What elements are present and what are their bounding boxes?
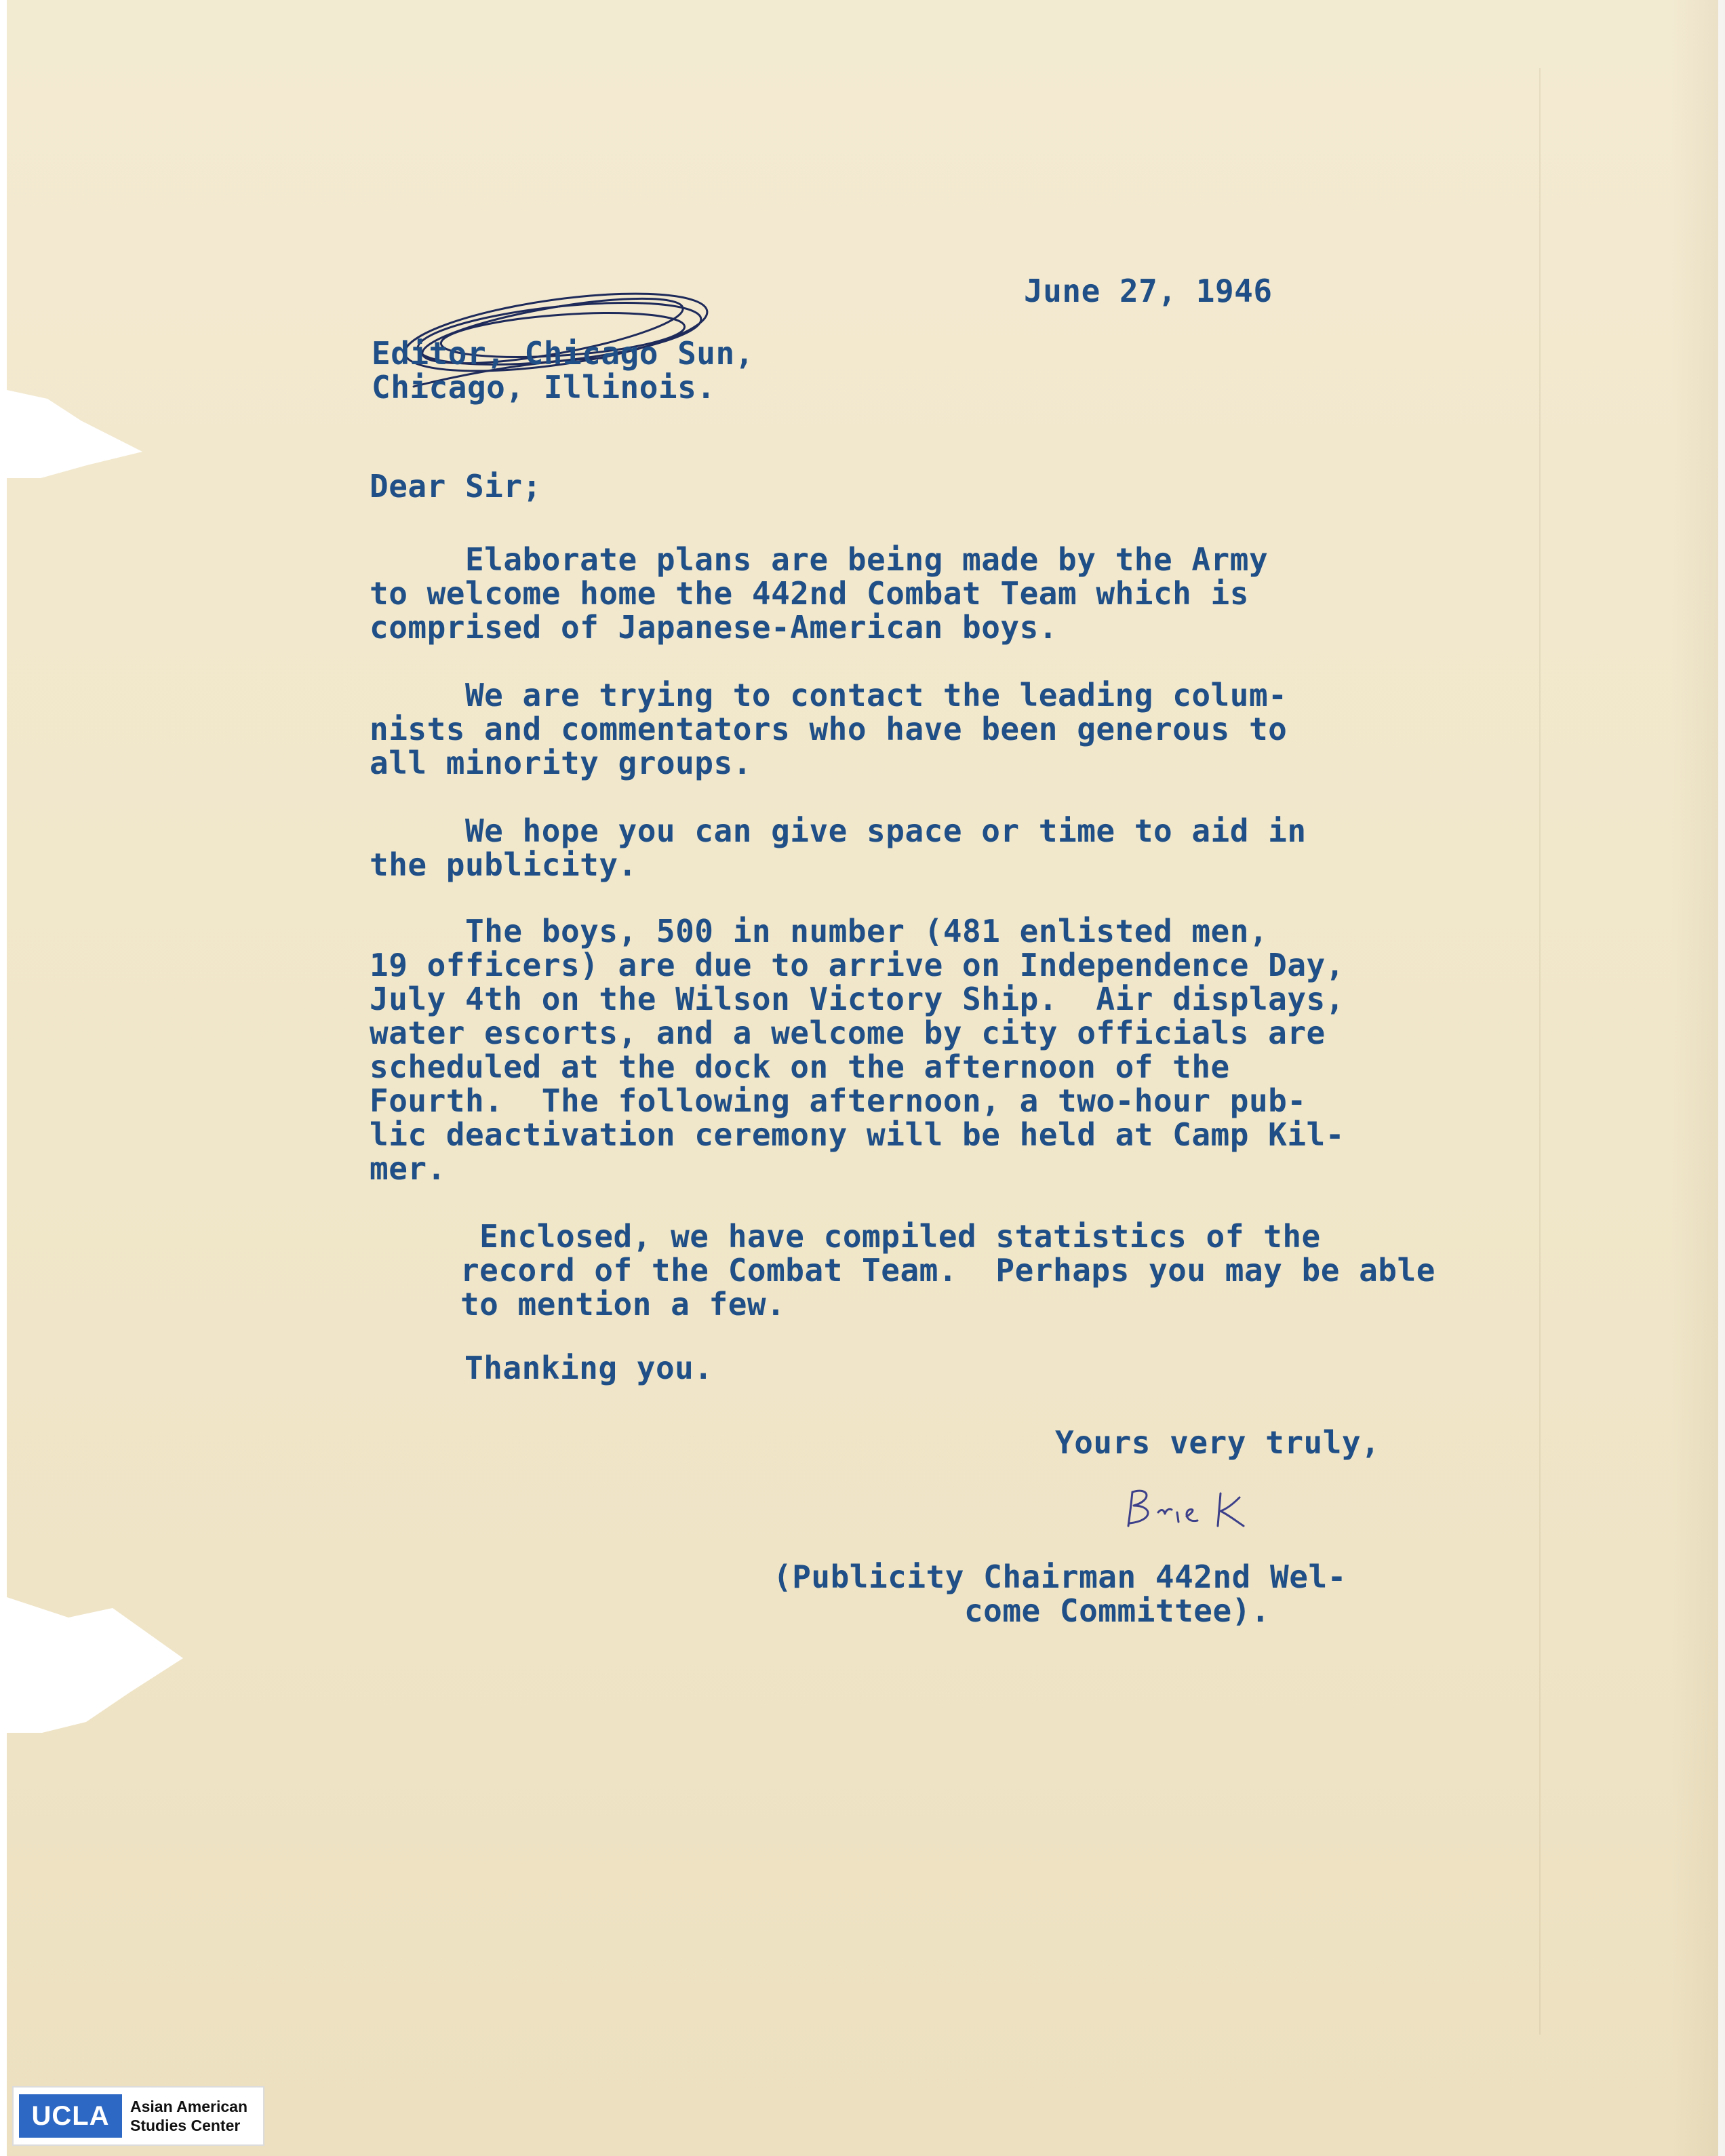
center-name-line-1: Asian American (130, 2098, 247, 2115)
center-name-line-2: Studies Center (130, 2117, 241, 2134)
recipient-line-2: Chicago, Illinois. (372, 369, 716, 406)
body-paragraph-1: Elaborate plans are being made by the Army to welcome home the 442nd Combat Team which is comprised of Japanese-American boys. (370, 541, 1269, 646)
recipient-line-1: Editor, Chicago Sun, (372, 335, 754, 372)
body-paragraph-4: The boys, 500 in number (481 enlisted men, 19 officers) are due to arrive on Independence Day, July 4th on the Wilson Victory Ship. Air displays, water escorts, and a welcome by city officials are scheduled at the dock on the afternoon of the Fourth. The following afternoon, a two-hour pub- lic deactivation ceremony will be held at Camp Kil- mer. (370, 913, 1345, 1187)
thanks-line: Thanking you. (464, 1350, 713, 1386)
paper-edge-shadow (1671, 0, 1725, 2156)
ucla-aasc-watermark (12, 2086, 264, 2146)
paper-fold-line (1539, 68, 1541, 2035)
center-name (130, 2097, 247, 2135)
body-paragraph-2: We are trying to contact the leading colum- nists and commentators who have been generous to all minority groups. (370, 677, 1288, 781)
letter-date: June 27, 1946 (1024, 273, 1273, 309)
closing-line: Yours very truly, (1055, 1424, 1381, 1461)
body-paragraph-5: Enclosed, we have compiled statistics of the record of the Combat Team. Perhaps you may be able to mention a few. (460, 1218, 1435, 1322)
ucla-logo: UCLA (19, 2094, 122, 2138)
handwritten-signature (1119, 1478, 1268, 1533)
signer-title: (Publicity Chairman 442nd Wel- come Committee). (773, 1559, 1347, 1629)
salutation: Dear Sir; (370, 468, 542, 505)
body-paragraph-3: We hope you can give space or time to aid in the publicity. (370, 812, 1307, 883)
